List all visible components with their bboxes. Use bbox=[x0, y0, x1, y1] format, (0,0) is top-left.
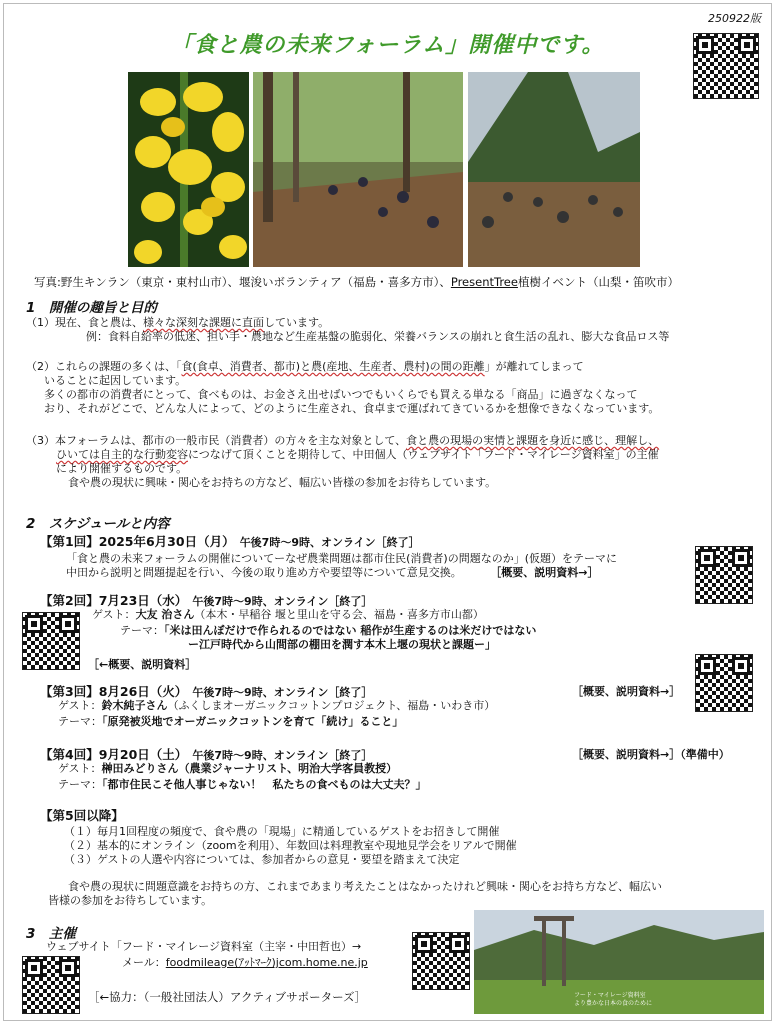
caption-text-1: 写真:野生キンラン（東京・東村山市）、堰浚いボランティア（福島・喜多方市）、 bbox=[34, 275, 451, 289]
session-1: 【第1回】2025年6月30日（月） 午後7時～9時、オンライン［終了］ 「食と農の未来フォーラムの開催についてーなぜ農業問題は都市住民(消費者)の問題なのか」(仮題）をテーマに 中田から説明と問題提起を行い、今後の取り進め方や要望等について意見交換。 ［概要、説明資料→］ bbox=[40, 534, 617, 579]
session-5-heading: 【第5回以降】 bbox=[40, 808, 124, 823]
photo-tree-planting bbox=[468, 72, 640, 267]
section2-heading: 2 スケジュールと内容 bbox=[26, 516, 170, 532]
section1-heading: 1 開催の趣旨と目的 bbox=[26, 300, 157, 316]
photo-weir-volunteers bbox=[253, 72, 463, 267]
organizer-qr-code[interactable] bbox=[412, 932, 470, 990]
section1-p2: （2）これらの課題の多くは、「食(食卓、消費者、都市)と農(産地、生産者、農村)の間の距離」が離れてしまって いることに起因しています。 多くの都市の消費者にとって、食べものは、お金さえ出せばいつでもいくらでも買える単なる「商品」に過ぎなくなって おり、それがどこで、どんな人によって、どのように生産され、食卓まで運ばれてきているかを想像できなくなっています。 bbox=[26, 360, 660, 415]
version-label: 250922版 bbox=[708, 12, 761, 25]
site-qr-code[interactable] bbox=[693, 33, 759, 99]
section2-closing: 食や農の現状に問題意識をお持ちの方、これまであまり考えたことはなかったけれど興味・関心をお持ち方など、幅広い 皆様の参加をお待ちしています。 bbox=[48, 880, 662, 907]
caption-text-2: 植樹イベント（山梨・笛吹市） bbox=[517, 275, 679, 289]
cooperation-qr-code[interactable] bbox=[22, 956, 80, 1014]
landscape-photo bbox=[474, 910, 764, 1014]
session3-theme: テーマ：「原発被災地でオーガニックコットンを育て「続け」ること」 bbox=[58, 715, 404, 728]
session2-link[interactable]: ［←概要、説明資料］ bbox=[88, 658, 197, 671]
session3-qr-code[interactable] bbox=[695, 654, 753, 712]
section3-heading: 3 主催 bbox=[26, 926, 76, 942]
section1-p1: （1）現在、食と農は、様々な深刻な課題に直面しています。 例：食料自給率の低迷、担い手・農地など生産基盤の脆弱化、栄養バランスの崩れと食生活の乱れ、膨大な食品ロス等 bbox=[26, 316, 670, 343]
landscape-caption-2: より豊かな日本の食のために bbox=[574, 1000, 653, 1007]
session4-guest: ゲスト：榊田みどりさん（農業ジャーナリスト、明治大学客員教授） bbox=[58, 762, 398, 775]
session5-item-2: （２）基本的にオンライン（zoomを利用）、年数回は料理教室や現地見学会をリアルで開催 bbox=[64, 839, 517, 852]
photo-caption bbox=[34, 274, 679, 290]
session3-link[interactable]: ［概要、説明資料→］ bbox=[572, 685, 681, 698]
session2-theme: テーマ：「米は田んぼだけで作られるのではない 稲作が生産するのは米だけではない ー江戸時代から山間部の棚田を潤す本木上堰の現状と課題ー」 bbox=[120, 624, 537, 651]
session1-link[interactable]: ［概要、説明資料→］ bbox=[495, 566, 599, 579]
session2-qr-code[interactable] bbox=[22, 612, 80, 670]
session5-item-1: （１）毎月1回程度の頻度で、食や農の「現場」に精通しているゲストをお招きして開催 bbox=[64, 825, 500, 838]
mail-address[interactable]: foodmileage(ｱｯﾄﾏｰｸ)jcom.home.ne.jp bbox=[165, 956, 368, 969]
session1-qr-code[interactable] bbox=[695, 546, 753, 604]
organizer-website[interactable]: ウェブサイト「フード・マイレージ資料室（主宰・中田哲也）→ bbox=[46, 940, 362, 953]
presenttree-link[interactable]: PresentTree bbox=[450, 275, 518, 289]
page-title: 「食と農の未来フォーラム」開催中です。 bbox=[170, 33, 605, 58]
section1-p3: （3）本フォーラムは、都市の一般市民（消費者）の方々を主な対象として、食と農の現場の実情と課題を身近に感じ、理解し、 ひいては自主的な行動変容につなげて頂くことを期待して、中田個人（ウェブサイト「フード・マイレージ資料室」の主催 により開催するものです。 食や農の現状に興味・関心をお持ちの方など、幅広い皆様の参加をお待ちしています。 bbox=[26, 434, 660, 489]
session2-guest: ゲスト：大友 治さん（本木・早稲谷 堰と里山を守る会、福島・喜多方市山都） bbox=[92, 608, 484, 621]
session3-guest: ゲスト：鈴木純子さん（ふくしまオーガニックコットンプロジェクト、福島・いわき市） bbox=[58, 699, 496, 712]
session-2: 【第2回】7月23日（水） 午後7時～9時、オンライン［終了］ bbox=[40, 593, 373, 608]
photo-kinran-flower bbox=[128, 72, 249, 267]
landscape-caption-1: フード・マイレージ資料室 bbox=[574, 992, 646, 999]
session-4: 【第4回】9月20日（土） 午後7時～9時、オンライン［終了］ bbox=[40, 747, 373, 762]
session4-theme: テーマ：「都市住民こそ他人事じゃない！ 私たちの食べものは大丈夫？」 bbox=[58, 778, 427, 791]
session4-link[interactable]: ［概要、説明資料→］（準備中） bbox=[572, 748, 730, 761]
session-3: 【第3回】8月26日（火） 午後7時～9時、オンライン［終了］ bbox=[40, 684, 373, 699]
organizer-mail: メール：foodmileage(ｱｯﾄﾏｰｸ)jcom.home.ne.jp bbox=[122, 956, 368, 969]
cooperation-text[interactable]: ［←協力：（一般社団法人）アクティブサポーターズ］ bbox=[88, 990, 367, 1004]
session5-items bbox=[64, 825, 517, 867]
session5-item-3: （３）ゲストの人選や内容については、参加者からの意見・要望を踏まえて決定 bbox=[64, 853, 460, 866]
